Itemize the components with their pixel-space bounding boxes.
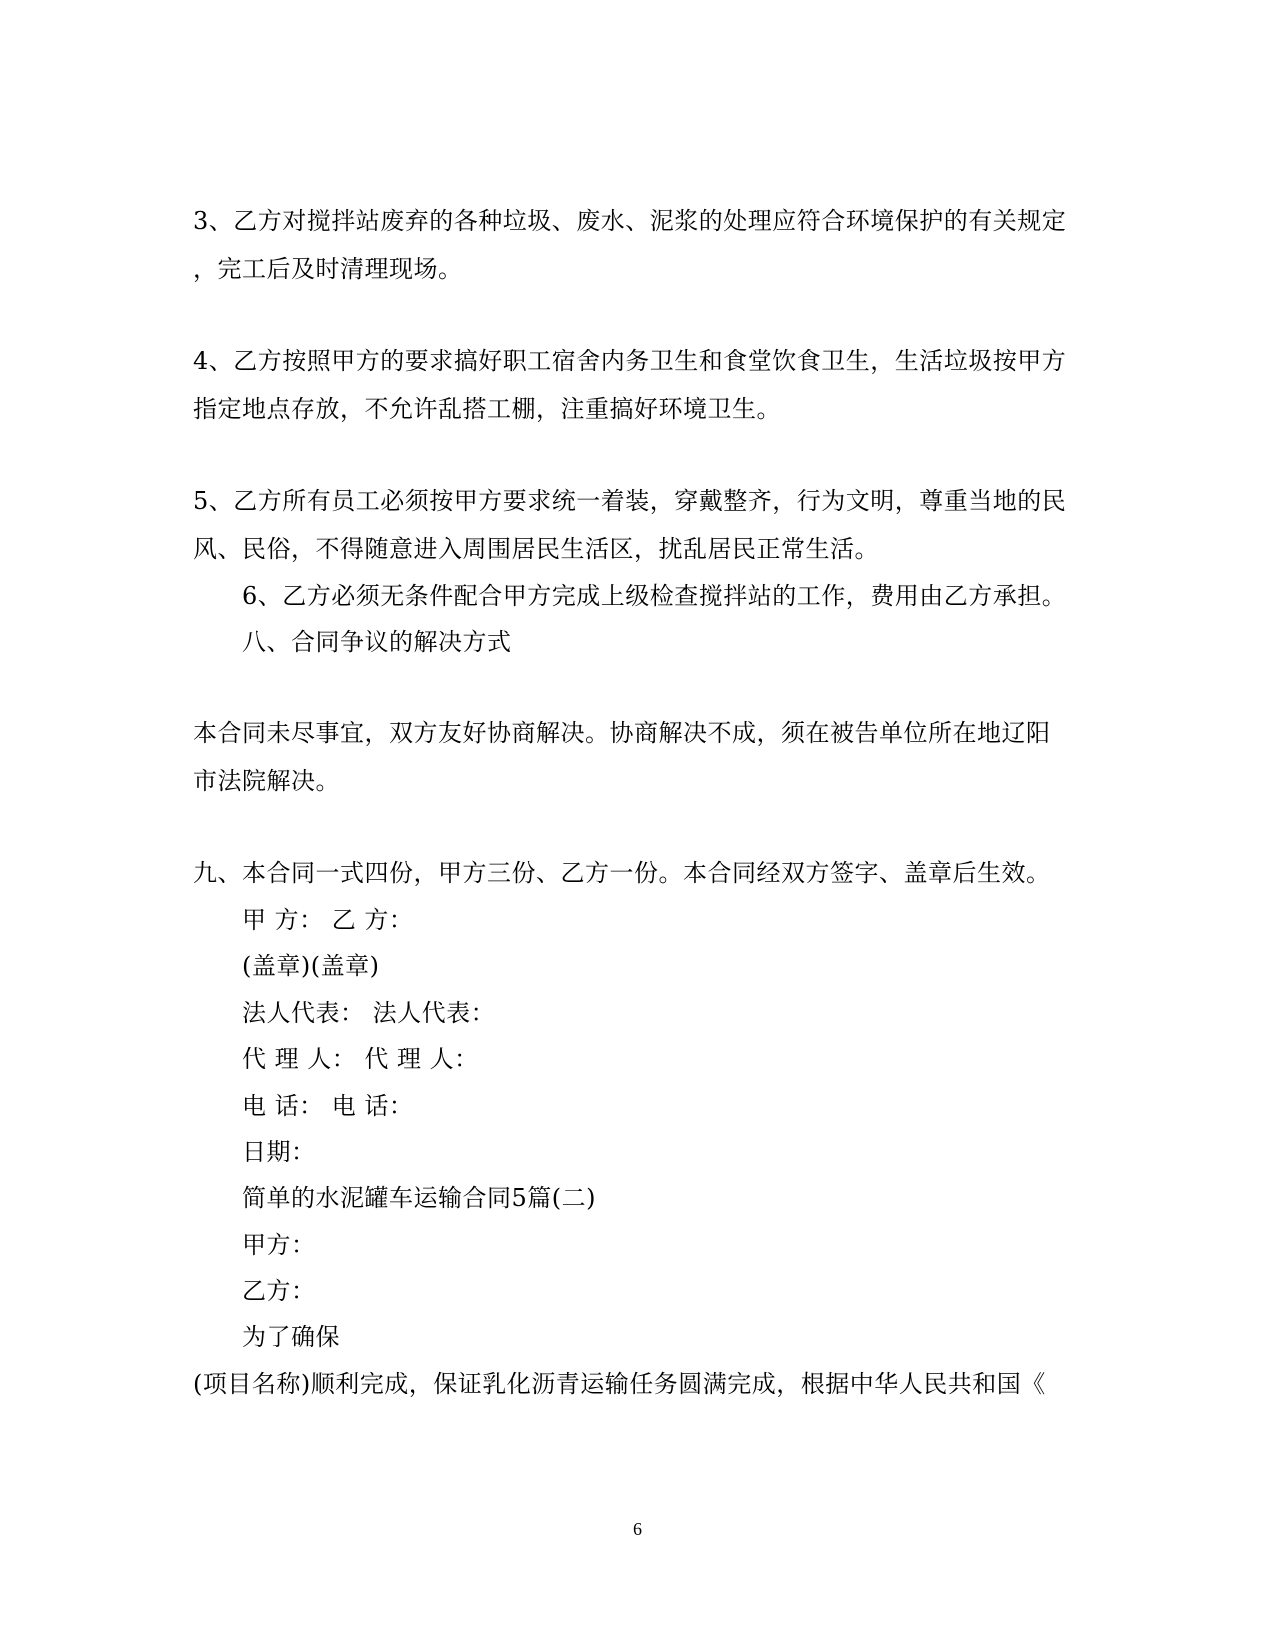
clause-5-line-1: 5、乙方所有员工必须按甲方要求统一着装，穿戴整齐，行为文明，尊重当地的民 <box>193 487 1067 515</box>
party-b-label: 乙方： <box>242 1277 316 1305</box>
dispute-line-1: 本合同未尽事宜，双方友好协商解决。协商解决不成，须在被告单位所在地辽阳 <box>193 719 1051 747</box>
sign-agent: 代 理 人： 代 理 人： <box>242 1045 479 1073</box>
clause-6: 6、乙方必须无条件配合甲方完成上级检查搅拌站的工作，费用由乙方承担。 <box>242 582 1067 610</box>
page-number: 6 <box>633 1519 642 1539</box>
clause-4-line-2: 指定地点存放，不允许乱搭工棚，注重搞好环境卫生。 <box>193 395 781 423</box>
dispute-line-2: 市法院解决。 <box>193 767 340 795</box>
part-2-title: 简单的水泥罐车运输合同5篇(二) <box>242 1184 596 1212</box>
sign-phone: 电 话： 电 话： <box>242 1092 414 1120</box>
intro-continue: (项目名称)顺利完成，保证乳化沥青运输任务圆满完成，根据中华人民共和国《 <box>193 1370 1046 1398</box>
party-a-label: 甲方： <box>242 1231 316 1259</box>
clause-5-line-2: 风、民俗，不得随意进入周围居民生活区，扰乱居民正常生活。 <box>193 535 879 563</box>
clause-3-line-1: 3、乙方对搅拌站废弃的各种垃圾、废水、泥浆的处理应符合环境保护的有关规定 <box>193 207 1067 235</box>
sign-legal-rep: 法人代表： 法人代表： <box>242 999 496 1027</box>
clause-3-line-2: ，完工后及时清理现场。 <box>193 255 463 283</box>
clause-4-line-1: 4、乙方按照甲方的要求搞好职工宿舍内务卫生和食堂饮食卫生，生活垃圾按甲方 <box>193 347 1067 375</box>
sign-parties: 甲 方： 乙 方： <box>242 906 414 934</box>
section-9: 九、本合同一式四份，甲方三份、乙方一份。本合同经双方签字、盖章后生效。 <box>193 859 1051 887</box>
sign-date: 日期： <box>242 1138 316 1166</box>
sign-seal: (盖章)(盖章) <box>242 952 380 980</box>
intro-start: 为了确保 <box>242 1323 340 1351</box>
section-8-heading: 八、合同争议的解决方式 <box>242 628 512 656</box>
